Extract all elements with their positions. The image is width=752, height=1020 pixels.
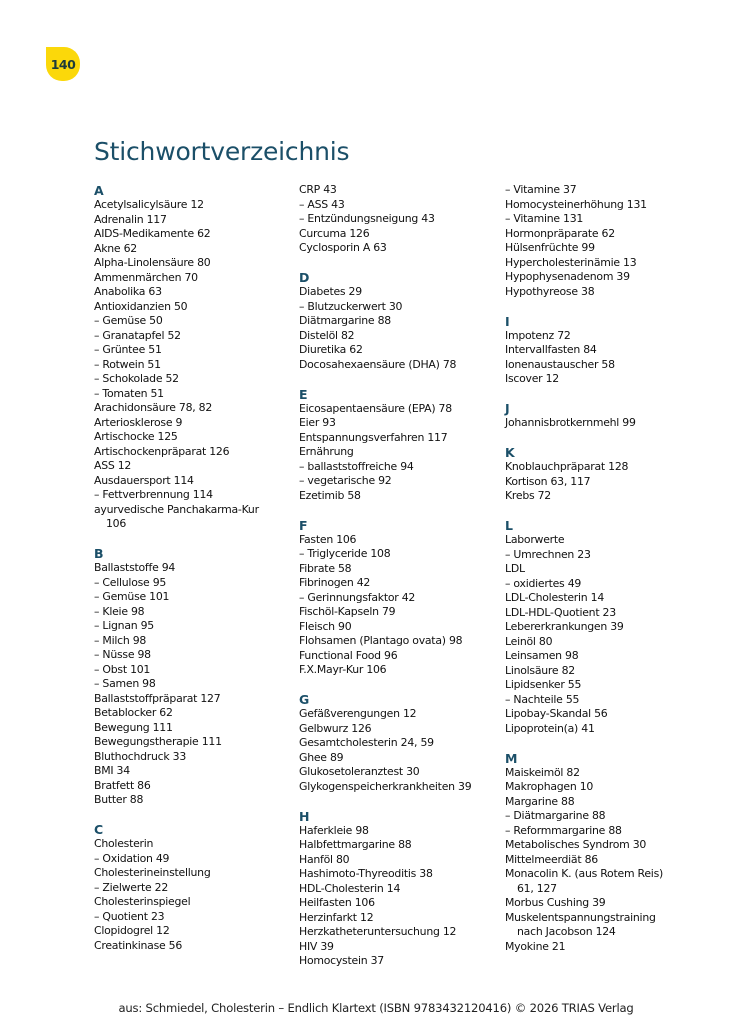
index-entry: BMI 34	[94, 764, 130, 777]
page-title: Stichwortverzeichnis	[94, 137, 350, 166]
index-entry: Glukosetoleranztest 30	[299, 765, 420, 778]
index-entry: Ausdauersport 114	[94, 473, 194, 487]
section-letter: I	[505, 313, 510, 329]
index-subentry: – Entzündungsneigung 43	[299, 212, 504, 227]
index-subentry: – Cellulose 95	[94, 576, 299, 591]
index-subentry: – oxidiertes 49	[505, 577, 710, 592]
index-section	[505, 314, 710, 387]
index-section	[299, 183, 504, 256]
index-section	[299, 692, 504, 794]
index-entry: Lipidsenker 55	[505, 678, 582, 691]
index-entry: Glykogenspeicherkrankheiten 39	[299, 779, 472, 793]
index-entry: Docosahexaensäure (DHA) 78	[299, 357, 457, 371]
index-entry: ASS 12	[94, 459, 132, 472]
page-number-badge	[46, 47, 80, 81]
index-entry: CRP 43	[299, 183, 337, 196]
index-entry: Lebererkrankungen 39	[505, 620, 624, 633]
index-entry: Eier 93	[299, 416, 336, 429]
index-subentry: – Blutzuckerwert 30	[299, 300, 504, 315]
index-entry: Myokine 21	[505, 939, 566, 953]
index-entry: Herzinfarkt 12	[299, 910, 374, 924]
index-entry: Diätmargarine 88	[299, 314, 391, 327]
index-entry: Hypophysenadenom 39	[505, 270, 630, 283]
index-column-3	[505, 183, 710, 969]
index-entry: Cyclosporin A 63	[299, 241, 387, 254]
index-entry: Artischockenpräparat 126	[94, 444, 230, 458]
section-letter: L	[505, 518, 513, 533]
index-entry: Fleisch 90	[299, 619, 352, 633]
index-subentry: – Gemüse 101	[94, 590, 299, 605]
index-entry: Krebs 72	[505, 489, 551, 502]
index-subentry: – Schokolade 52	[94, 372, 299, 387]
index-entry: Butter 88	[94, 793, 144, 806]
index-entry: LDL-HDL-Quotient 23	[505, 605, 616, 619]
index-section	[299, 809, 504, 969]
section-letter: F	[299, 517, 308, 533]
section-letter: E	[299, 386, 308, 402]
index-entry: Alpha-Linolensäure 80	[94, 256, 211, 269]
index-entry: Impotenz 72	[505, 328, 571, 342]
index-entry: Functional Food 96	[299, 648, 398, 662]
index-subentry: – Kleie 98	[94, 605, 299, 620]
index-entry: Eicosapentaensäure (EPA) 78	[299, 401, 452, 415]
index-entry: Akne 62	[94, 241, 137, 255]
index-entry: Mittelmeerdiät 86	[505, 852, 598, 866]
index-entry: Cholesterinspiegel	[94, 895, 191, 908]
section-letter: J	[505, 401, 510, 416]
index-subentry: – Oxidation 49	[94, 852, 299, 867]
index-entry: Gefäßverengungen 12	[299, 707, 417, 720]
index-entry: Hypercholesterinämie 13	[505, 255, 637, 269]
index-subentry: – Reformmargarine 88	[505, 824, 710, 839]
index-entry: Ammenmärchen 70	[94, 270, 198, 284]
index-entry: Kortison 63, 117	[505, 474, 591, 488]
section-letter: K	[505, 445, 515, 460]
index-entry: Linolsäure 82	[505, 663, 575, 677]
index-subentry: – Gerinnungsfaktor 42	[299, 591, 504, 606]
index-section	[94, 183, 299, 532]
index-entry: Creatinkinase 56	[94, 938, 183, 952]
index-section	[299, 270, 504, 372]
index-entry: F.X.Mayr-Kur 106	[299, 663, 387, 676]
index-subentry: – Lignan 95	[94, 619, 299, 634]
index-entry: Anabolika 63	[94, 285, 162, 298]
index-entry: Ghee 89	[299, 750, 344, 764]
index-subentry: – ASS 43	[299, 198, 504, 213]
index-subentry: – Gemüse 50	[94, 314, 299, 329]
index-entry: Makrophagen 10	[505, 780, 594, 793]
index-entry: Hormonpräparate 62	[505, 226, 615, 240]
index-entry: Hülsenfrüchte 99	[505, 241, 595, 254]
index-subentry: – Vitamine 131	[505, 212, 710, 227]
index-section	[299, 387, 504, 504]
index-entry: Ballaststoffe 94	[94, 561, 176, 574]
index-entry: Herzkatheteruntersuchung 12	[299, 925, 457, 938]
index-entry: Curcuma 126	[299, 226, 370, 240]
index-entry: Halbfettmargarine 88	[299, 838, 412, 851]
index-entry: HIV 39	[299, 939, 334, 953]
index-section	[299, 518, 504, 678]
index-subentry: – Nachteile 55	[505, 693, 710, 708]
index-subentry: – Triglyceride 108	[299, 547, 504, 562]
index-subentry: – Umrechnen 23	[505, 548, 710, 563]
index-section	[505, 751, 710, 955]
section-letter: D	[299, 270, 310, 285]
index-subentry: – ballaststoffreiche 94	[299, 460, 504, 475]
index-entry: Gesamtcholesterin 24, 59	[299, 736, 434, 749]
index-section	[505, 183, 710, 299]
index-entry: Fischöl-Kapseln 79	[299, 605, 396, 618]
index-entry: Leinöl 80	[505, 634, 553, 648]
index-subentry: – Zielwerte 22	[94, 881, 299, 896]
index-entry: Homocysteinerhöhung 131	[505, 197, 647, 211]
index-entry: Gelbwurz 126	[299, 721, 372, 735]
index-entry: 61, 127	[517, 881, 557, 895]
section-letter: B	[94, 546, 104, 561]
index-entry: Bewegung 111	[94, 720, 173, 734]
index-entry: Adrenalin 117	[94, 212, 167, 226]
index-entry: Margarine 88	[505, 794, 575, 808]
index-entry: Hypothyreose 38	[505, 284, 595, 298]
index-section	[505, 518, 710, 736]
index-entry: Morbus Cushing 39	[505, 896, 606, 909]
index-subentry: – Grüntee 51	[94, 343, 299, 358]
index-entry: Diuretika 62	[299, 343, 363, 356]
index-entry: Flohsamen (Plantago ovata) 98	[299, 634, 463, 647]
index-entry: Homocystein 37	[299, 954, 384, 967]
index-section	[505, 401, 710, 431]
index-entry: Maiskeimöl 82	[505, 765, 580, 779]
index-subentry: – Tomaten 51	[94, 387, 299, 402]
index-entry: Bratfett 86	[94, 778, 151, 792]
index-entry: Knoblauchpräparat 128	[505, 460, 629, 473]
index-subentry: – vegetarische 92	[299, 474, 504, 489]
index-entry: Leinsamen 98	[505, 649, 579, 662]
index-entry: Haferkleie 98	[299, 823, 369, 837]
index-section	[94, 546, 299, 808]
index-entry: Lipoprotein(a) 41	[505, 721, 595, 735]
index-entry: Muskelentspannungstraining	[505, 910, 656, 924]
section-letter: M	[505, 750, 518, 766]
index-entry: Iscover 12	[505, 372, 559, 385]
index-subentry: – Diätmargarine 88	[505, 809, 710, 824]
index-entry: nach Jacobson 124	[517, 925, 616, 938]
index-entry: Diabetes 29	[299, 285, 362, 298]
index-entry: ayurvedische Panchakarma-Kur	[94, 502, 259, 516]
index-entry: Bluthochdruck 33	[94, 749, 187, 763]
index-entry: AIDS-Medikamente 62	[94, 227, 211, 240]
index-entry: Bewegungstherapie 111	[94, 735, 222, 748]
index-entry: Intervallfasten 84	[505, 343, 597, 356]
index-entry: Ionenaustauscher 58	[505, 357, 615, 371]
index-entry: Entspannungsverfahren 117	[299, 430, 448, 444]
index-subentry: – Granatapfel 52	[94, 329, 299, 344]
index-entry: Lipobay-Skandal 56	[505, 707, 608, 720]
index-entry: Ballaststoffpräparat 127	[94, 691, 221, 705]
index-entry: Artischocke 125	[94, 430, 178, 443]
section-letter: A	[94, 183, 104, 198]
index-entry: Fibrinogen 42	[299, 576, 371, 589]
index-entry: Clopidogrel 12	[94, 924, 170, 937]
index-entry: LDL-Cholesterin 14	[505, 591, 605, 604]
index-subentry: – Milch 98	[94, 634, 299, 649]
section-letter: C	[94, 822, 104, 837]
index-entry: Laborwerte	[505, 533, 565, 546]
index-section	[505, 445, 710, 504]
index-entry: LDL	[505, 562, 525, 575]
index-entry: Hanföl 80	[299, 852, 350, 866]
index-entry: Antioxidanzien 50	[94, 299, 188, 313]
index-entry: Metabolisches Syndrom 30	[505, 838, 647, 851]
index-entry: Arteriosklerose 9	[94, 415, 183, 429]
page-number: 140	[50, 56, 76, 72]
source-footer: aus: Schmiedel, Cholesterin – Endlich Klartext (ISBN 9783432120416) © 2026 TRIAS Verlag	[118, 1001, 634, 1015]
index-subentry: – Nüsse 98	[94, 648, 299, 663]
index-column-2	[299, 183, 504, 983]
index-entry: Betablocker 62	[94, 706, 173, 719]
index-subentry: – Fettverbrennung 114	[94, 488, 299, 503]
index-entry: 106	[106, 517, 127, 530]
index-entry: Arachidonsäure 78, 82	[94, 401, 213, 414]
index-entry: Acetylsalicylsäure 12	[94, 198, 204, 211]
index-entry: Ernährung	[299, 445, 354, 458]
index-entry: Cholesterin	[94, 837, 154, 850]
index-entry: Johannisbrotkernmehl 99	[505, 416, 636, 429]
index-section	[94, 822, 299, 953]
index-entry: Cholesterineinstellung	[94, 866, 211, 879]
index-entry: HDL-Cholesterin 14	[299, 881, 401, 895]
index-column-1	[94, 183, 299, 968]
index-entry: Fibrate 58	[299, 561, 352, 575]
index-subentry: – Samen 98	[94, 677, 299, 692]
index-subentry: – Quotient 23	[94, 910, 299, 925]
index-entry: Distelöl 82	[299, 328, 355, 342]
section-letter: H	[299, 808, 310, 824]
index-subentry: – Obst 101	[94, 663, 299, 678]
index-subentry: – Rotwein 51	[94, 358, 299, 373]
index-entry: Monacolin K. (aus Rotem Reis)	[505, 867, 663, 880]
section-letter: G	[299, 692, 310, 707]
index-entry: Hashimoto-Thyreoditis 38	[299, 867, 433, 880]
index-entry: Fasten 106	[299, 532, 357, 546]
index-entry: Heilfasten 106	[299, 896, 375, 909]
index-entry: Ezetimib 58	[299, 488, 361, 502]
index-subentry: – Vitamine 37	[505, 183, 710, 198]
